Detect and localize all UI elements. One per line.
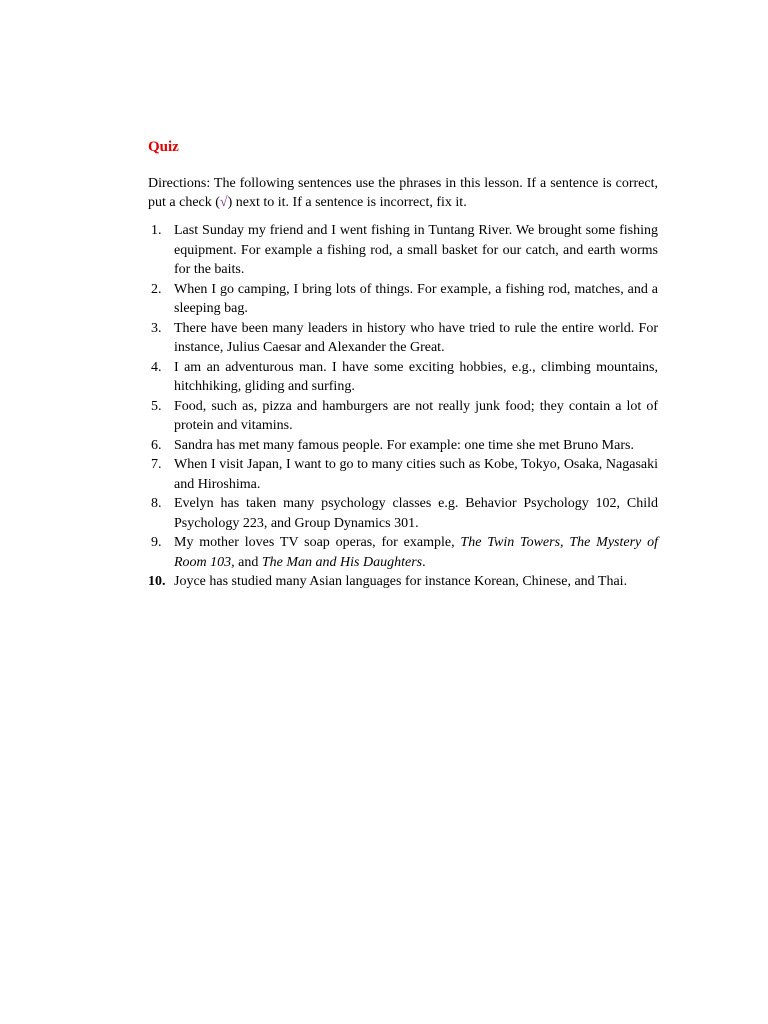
- directions-text-start: Directions: The following sentences use the phrases in this lesson. If a sentence is correct, put a check (: [148, 176, 658, 210]
- quiz-item: [148, 572, 658, 592]
- quiz-item-text: When I go camping, I bring lots of things. For example, a fishing rod, matches, and a sleeping bag.: [174, 281, 658, 316]
- quiz-item: [148, 358, 658, 397]
- quiz-item-text-start: My mother loves TV soap operas, for example,: [174, 535, 461, 550]
- quiz-item-number: 1.: [151, 223, 162, 238]
- quiz-item-number: 6.: [151, 437, 162, 453]
- quiz-item-text: [174, 535, 658, 570]
- quiz-item-number: 9.: [151, 535, 162, 550]
- quiz-item: [148, 319, 658, 358]
- quiz-item-text: I am an adventurous man. I have some exciting hobbies, e.g., climbing mountains, hitchhiking, gliding and surfing.: [174, 359, 658, 394]
- quiz-item-text: Sandra has met many famous people. For example: one time she met Bruno Mars.: [174, 437, 634, 453]
- quiz-item: [148, 436, 658, 456]
- quiz-item-number: 7.: [151, 457, 162, 472]
- quiz-item-number: 2.: [151, 281, 162, 297]
- quiz-item-text: Evelyn has taken many psychology classes e.g. Behavior Psychology 102, Child Psychology 223, and Group Dynamics 301.: [174, 496, 658, 531]
- quiz-page: [148, 138, 658, 592]
- quiz-item-text-end: .: [422, 554, 426, 570]
- quiz-item-text: There have been many leaders in history who have tried to rule the entire world. For instance, Julius Caesar and Alexander the Great.: [174, 320, 658, 355]
- quiz-item-number: 10.: [148, 574, 166, 589]
- quiz-item-number: 3.: [151, 320, 162, 336]
- quiz-item-list: [148, 221, 658, 592]
- quiz-item-number: 8.: [151, 496, 162, 511]
- quiz-item-text: Last Sunday my friend and I went fishing in Tuntang River. We brought some fishing equipment. For example a fishing rod, a small basket for our catch, and earth worms for the baits.: [174, 223, 658, 277]
- quiz-item: [148, 280, 658, 319]
- soap-opera-title-2: The Man and His Daughters: [261, 554, 423, 570]
- quiz-item: [148, 397, 658, 436]
- quiz-item-text: Food, such as, pizza and hamburgers are not really junk food; they contain a lot of protein and vitamins.: [174, 398, 658, 433]
- quiz-item-text-mid: and: [234, 554, 262, 570]
- quiz-item-number: 4.: [151, 359, 162, 375]
- quiz-item: [148, 533, 658, 572]
- quiz-item-text: Joyce has studied many Asian languages for instance Korean, Chinese, and Thai.: [174, 574, 628, 589]
- quiz-item: [148, 494, 658, 533]
- directions-text-end: ) next to it. If a sentence is incorrect, fix it.: [227, 195, 467, 210]
- quiz-item: [148, 455, 658, 494]
- directions-paragraph: [148, 174, 658, 212]
- soap-opera-titles-1: The Twin Towers, The Mystery of Room 103,: [174, 535, 658, 570]
- quiz-title: Quiz: [148, 139, 179, 155]
- check-mark-icon: √: [219, 195, 228, 210]
- quiz-item-text: When I visit Japan, I want to go to many cities such as Kobe, Tokyo, Osaka, Nagasaki and Hiroshima.: [174, 457, 658, 492]
- quiz-item-number: 5.: [151, 398, 162, 414]
- quiz-item: [148, 221, 658, 280]
